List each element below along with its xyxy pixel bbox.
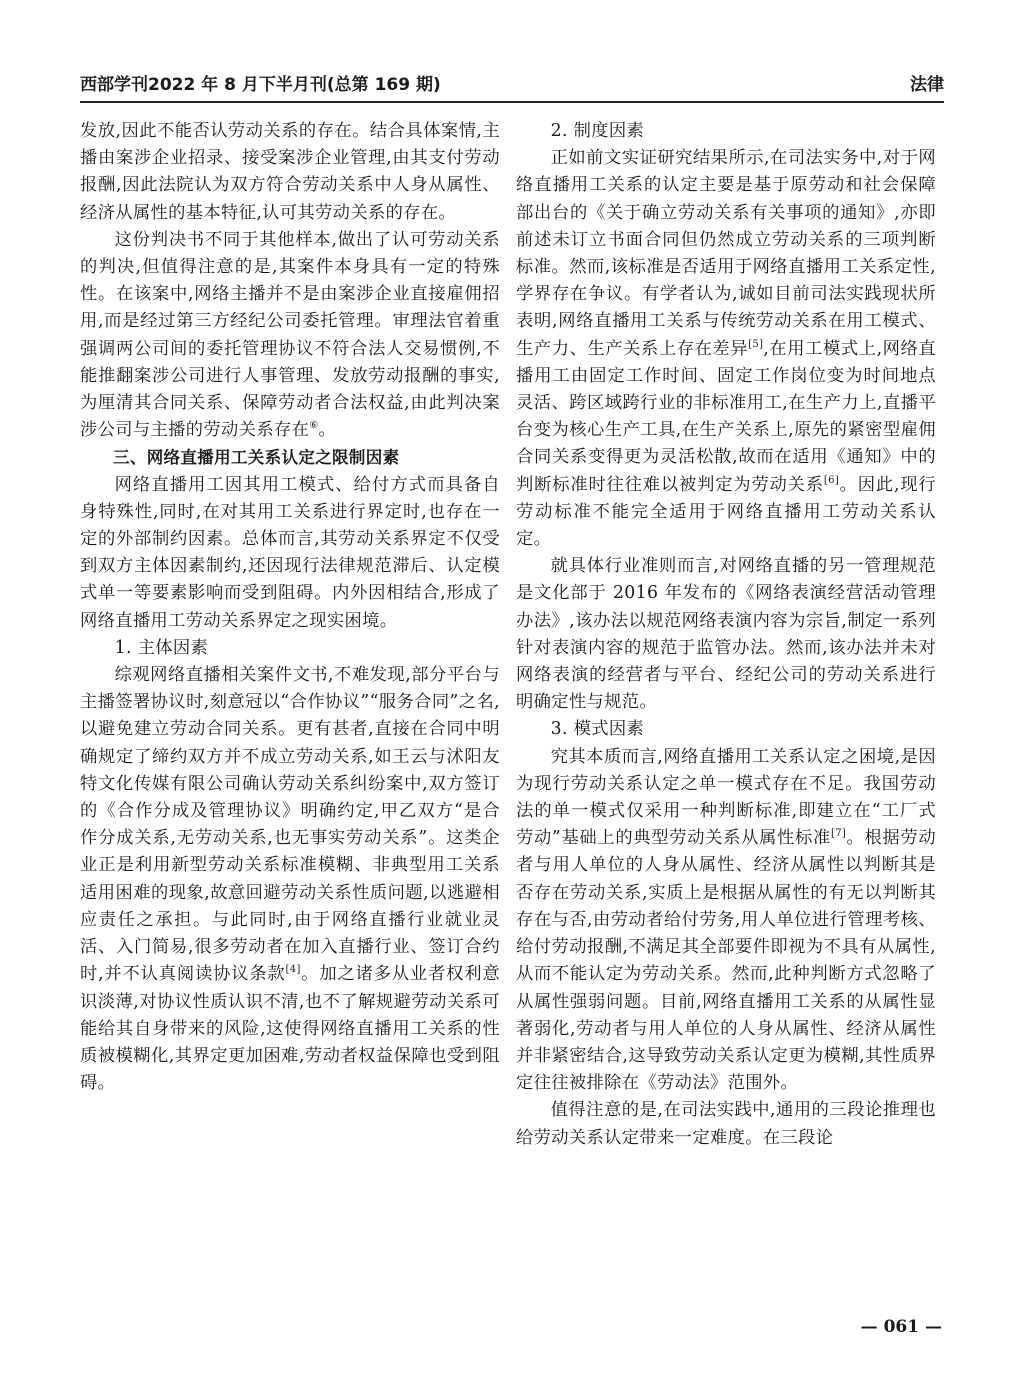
paragraph-text: 这份判决书不同于其他样本,做出了认可劳动关系的判决,但值得注意的是,其案件本身具有一定的特殊性。在该案中,网络主播并不是由案涉企业直接雇佣招用,而是经过第三方经纪公司委托管理。审理法官着重强调两公司间的委托管理协议不符合法人交易惯例,不能推翻案涉公司进行人事管理、发放劳动报酬的事实,为厘清其合同关系、保障劳动者合法权益,由此判决案涉公司与主播的劳动关系存在 [80, 229, 500, 441]
section-label: 法律 [910, 75, 944, 95]
citation-ref: [7] [830, 828, 847, 840]
paragraph [80, 662, 500, 1097]
paragraph-text: 。加之诸多从业者权利意识淡薄,对协议性质认识不清,也不了解规避劳动关系可能给其自身带来的风险,这使得网络直播用工关系的性质被模糊化,其界定更加困难,劳动者权益保障也受到阻碍。 [80, 964, 500, 1094]
paragraph: 网络直播用工因其用工模式、给付方式而具备自身特殊性,同时,在对其用工关系进行界定时,也存在一定的外部制约因素。总体而言,其劳动关系界定不仅受到双方主体因素制约,还因现行法律规范滞后、认定模式单一等要素影响而受到阻碍。内外因相结合,形成了网络直播用工劳动关系界定之现实困境。 [80, 474, 500, 631]
paragraph-text: 。根据劳动者与用人单位的人身从属性、经济从属性以判断其是否存在劳动关系,实质上是根据从属性的有无以判断其存在与否,由劳动者给付劳务,用人单位进行管理考核、给付劳动报酬,不满足其全部要件即视为不具有从属性,从而不能认定为劳动关系。然而,此种判断方式忽略了从属性强弱问题。目前,网络直播用工关系的从属性显著弱化,劳动者与用人单位的人身从属性、经济从属性并非紧密结合,这导致劳动关系认定更为模糊,其性质界定往往被排除在《劳动法》范围外。 [516, 828, 936, 1094]
paragraph: 发放,因此不能否认劳动关系的存在。结合具体案情,主播由案涉企业招录、接受案涉企业管理,由其支付劳动报酬,因此法院认为双方符合劳动关系中人身从属性、经济从属性的基本特征,认可其劳动关系的存在。 [80, 121, 500, 223]
header-rule [80, 101, 944, 103]
footnote-marker: ⑥ [309, 420, 319, 432]
paragraph-text: 综观网络直播相关案件文书,不难发现,部分平台与主播签署协议时,刻意冠以“合作协议”“服务合同”之名,以避免建立劳动合同关系。更有甚者,直接在合同中明确规定了缔约双方并不成立劳动关系,如王云与沭阳友特文化传媒有限公司确认劳动关系纠纷案中,双方签订的《合作分成及管理协议》明确约定,甲乙双方“是合作分成关系,无劳动关系,也无事实劳动关系”。这类企业正是利用新型劳动关系标准模糊、非典型用工关系适用困难的现象,故意回避劳动关系性质问题,以逃避相应责任之承担。与此同时,由于网络直播行业就业灵活、入门简易,很多劳动者在加入直播行业、签订合约时,并不认真阅读协议条款 [80, 665, 500, 985]
journal-title: 西部学刊2022 年 8 月下半月刊(总第 169 期) [80, 75, 441, 95]
citation-ref: [6] [823, 474, 840, 486]
paragraph: 值得注意的是,在司法实践中,通用的三段论推理也给劳动关系认定带来一定难度。在三段论 [516, 1100, 936, 1148]
subsection-heading: 1. 主体因素 [114, 637, 209, 658]
paragraph [80, 227, 500, 445]
paragraph [516, 145, 936, 553]
paragraph-text: 正如前文实证研究结果所示,在司法实务中,对于网络直播用工关系的认定主要是基于原劳动和社会保障部出台的《关于确立劳动关系有关事项的通知》,亦即前述未订立书面合同但仍然成立劳动关系的三项判断标准。然而,该标准是否适用于网络直播用工关系定性,学界存在争议。有学者认为,诚如目前司法实践现状所表明,网络直播用工关系与传统劳动关系在用工模式、生产力、生产关系上存在差异 [516, 148, 936, 359]
paragraph [516, 744, 936, 1098]
subsection-heading: 2. 制度因素 [550, 121, 645, 141]
paragraph-text: 。因此,现行劳动标准不能完全适用于网络直播用工劳动关系认定。 [516, 474, 937, 550]
paragraph: 就具体行业准则而言,对网络直播的另一管理规范是文化部于 2016 年发布的《网络表演经营活动管理办法》,该办法以规范网络表演内容为宗旨,制定一系列针对表演内容的规范于监管办法。然而,该办法并未对网络表演的经营者与平台、经纪公司的劳动关系进行明确定性与规范。 [516, 556, 936, 713]
page-number: — 061 — [860, 1317, 942, 1337]
page-header [80, 66, 944, 98]
subsection-heading: 3. 模式因素 [550, 719, 645, 740]
paragraph-text: 究其本质而言,网络直播用工关系认定之困境,是因为现行劳动关系认定之单一模式存在不足。我国劳动法的单一模式仅采用一种判断标准,即建立在“工厂式劳动”基础上的典型劳动关系从属性标准 [516, 746, 936, 849]
section-heading: 三、网络直播用工关系认定之限制因素 [113, 448, 400, 468]
left-column [80, 118, 500, 1097]
paragraph-text: ,在用工模式上,网络直播用工由固定工作时间、固定工作岗位变为时间地点灵活、跨区域跨行业的非标准用工,在生产力上,直播平台变为核心生产工具,在生产关系上,原先的紧密型雇佣合同关系变得更为灵活松散,故而在适用《通知》中的判断标准时往往难以被判定为劳动关系 [516, 338, 936, 495]
citation-ref: [4] [285, 964, 301, 976]
citation-ref: [5] [748, 338, 764, 350]
paragraph-text: 。 [318, 420, 337, 441]
right-column [516, 118, 936, 1152]
